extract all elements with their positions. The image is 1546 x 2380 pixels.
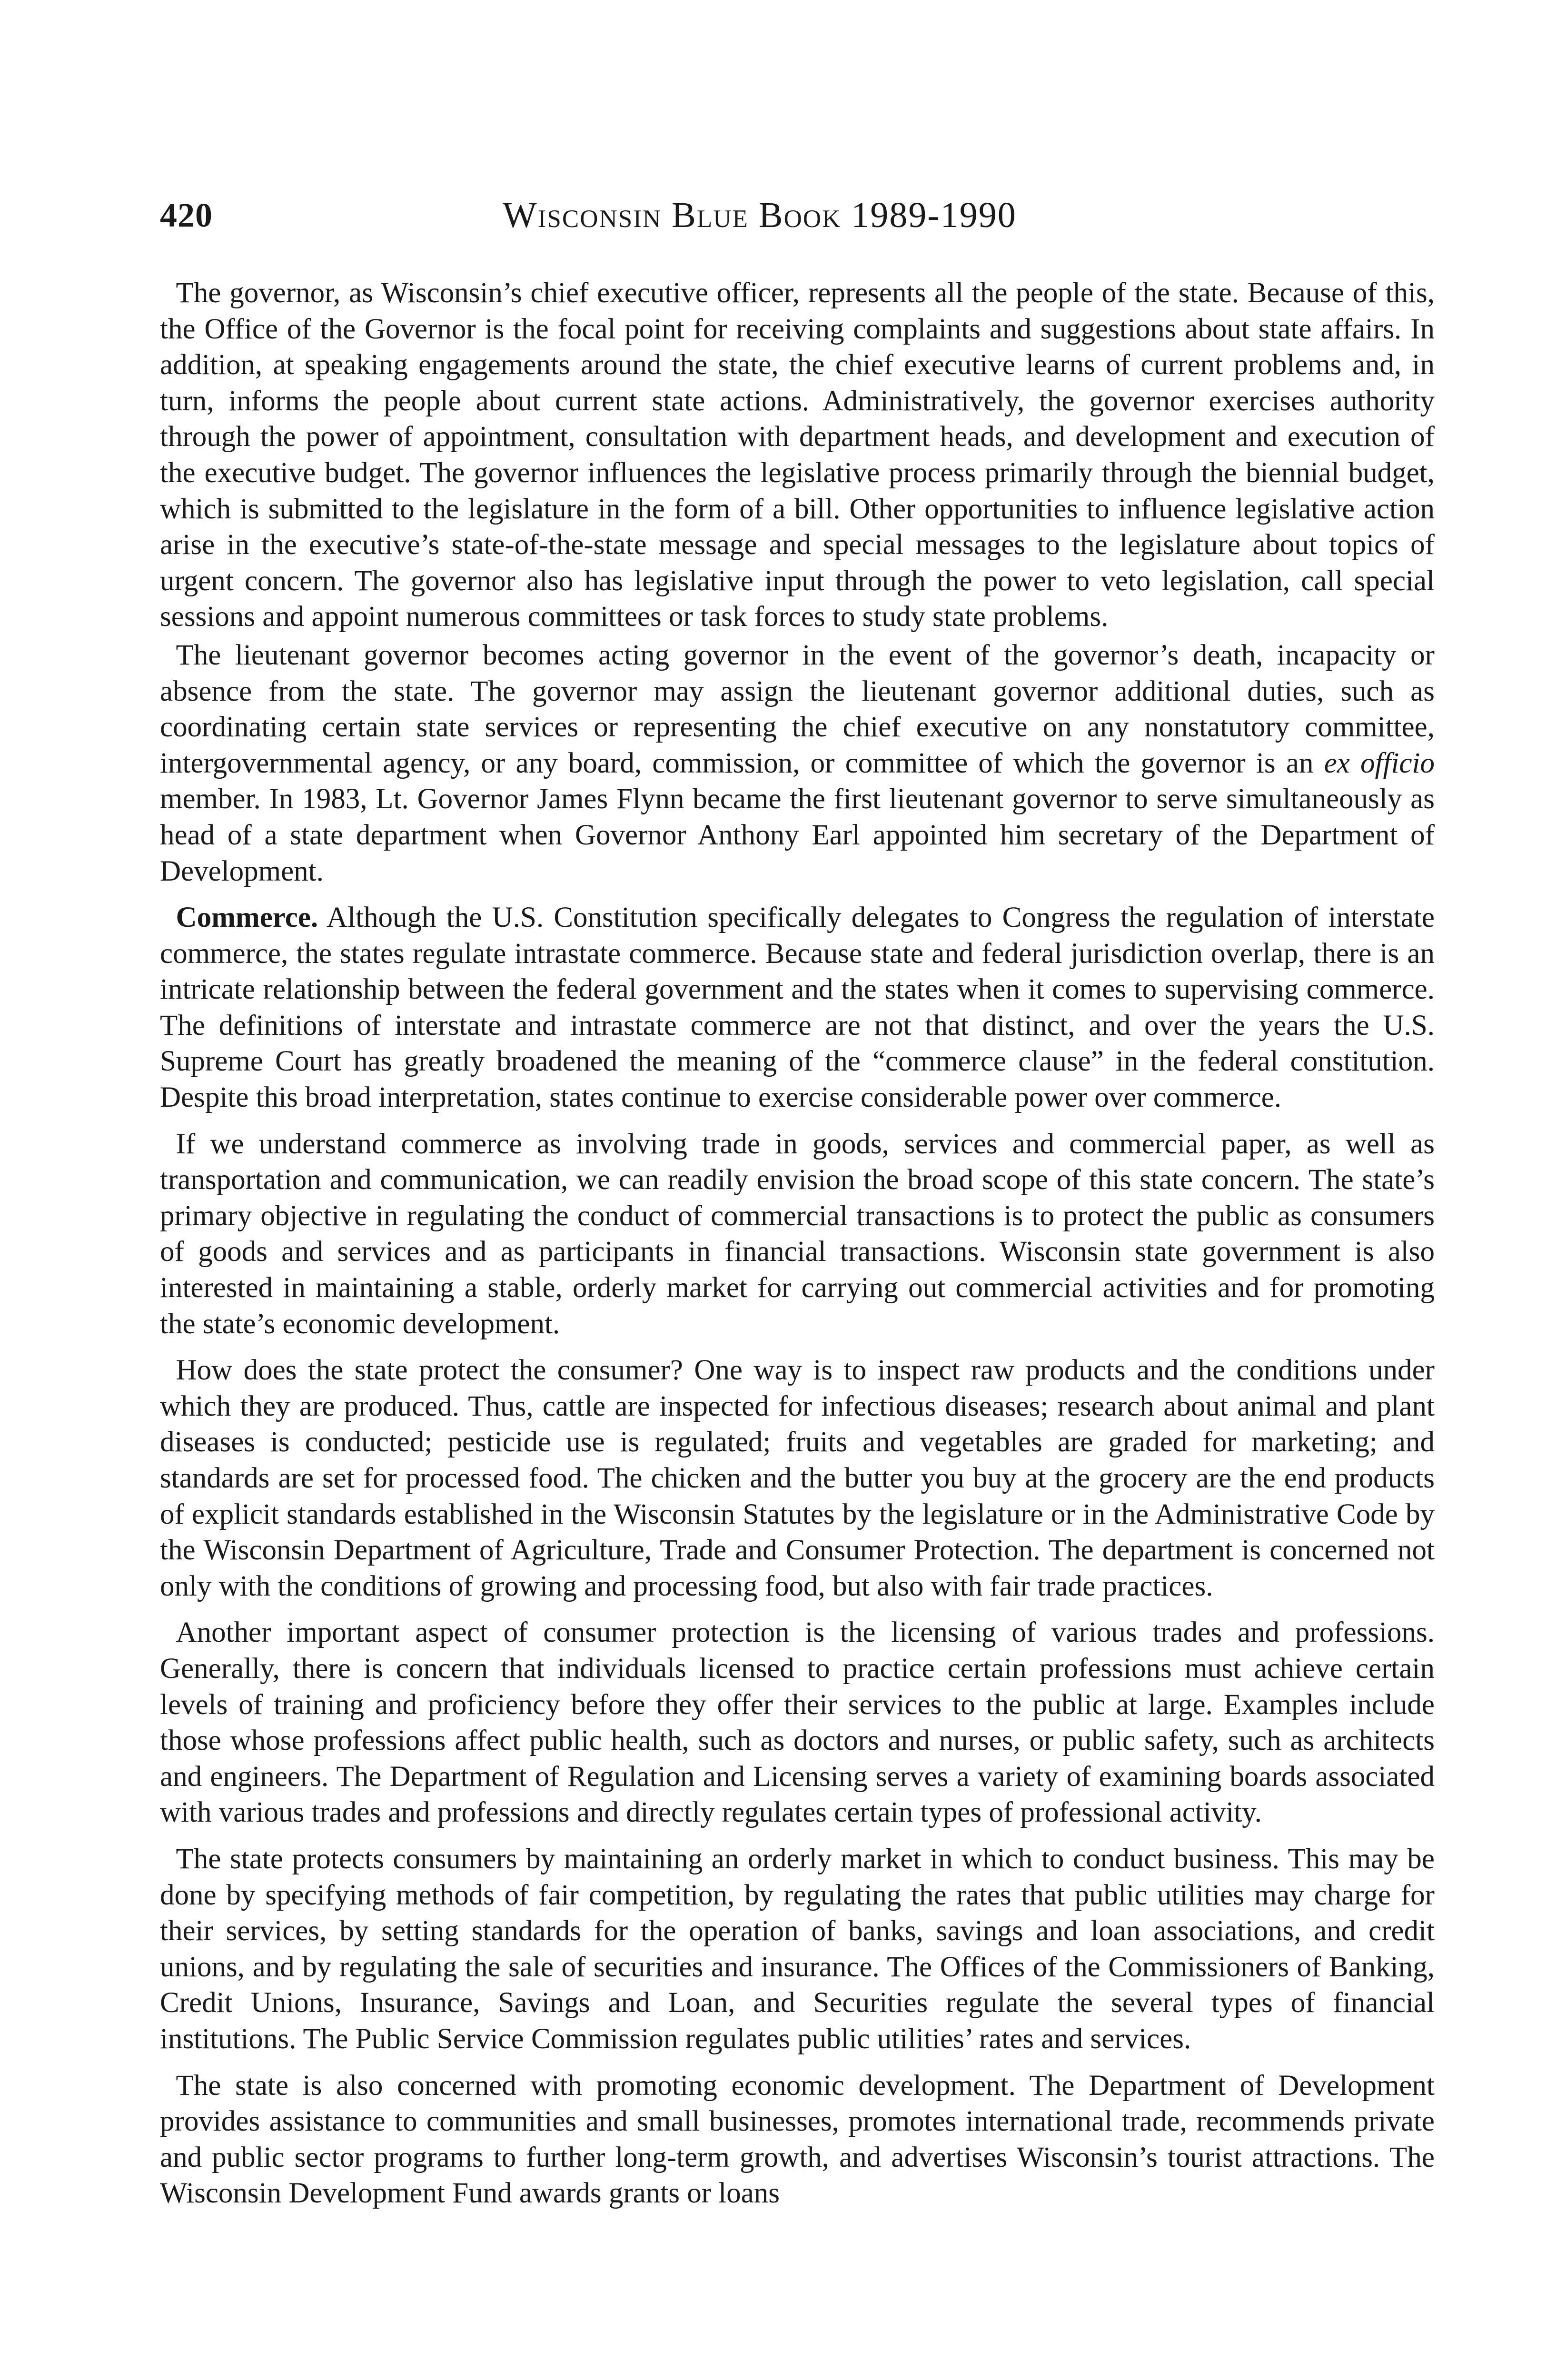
- paragraph-economic-development: The state is also concerned with promoting economic development. The Department of Development provides assistance to communities and small businesses, promotes international trade, recommends private and public sector programs to further long-term growth, and advertises Wisconsin’s tourist attractions. The Wisconsin Development Fund awards grants or loans: [160, 2069, 1435, 2210]
- paragraph-commerce: [160, 900, 1435, 1116]
- paragraph-text: The lieutenant governor becomes acting governor in the event of the governor’s death, incapacity or absence from the state. The governor may assign the lieutenant governor additional duties, such as coordinating certain state services or representing the chief executive on any nonstatutory committee, intergovernmental agency, or any board, commission, or committee of which the governor is an: [160, 639, 1435, 779]
- running-header: [160, 187, 1436, 244]
- body-text: [160, 275, 1435, 2222]
- paragraph-governor-role: The governor, as Wisconsin’s chief executive officer, represents all the people of the state. Because of this, the Office of the Governor is the focal point for receiving complaints and suggestions about state affairs. In addition, at speaking engagements around the state, the chief executive learns of current problems and, in turn, informs the people about current state actions. Administratively, the governor exercises authority through the power of appointment, consultation with department heads, and development and execution of the executive budget. The governor influences the legislative process primarily through the biennial budget, which is submitted to the legislature in the form of a bill. Other opportunities to influence legislative action arise in the executive’s state-of-the-state message and special messages to the legislature about topics of urgent concern. The governor also has legislative input through the power to veto legislation, call special sessions and appoint numerous committees or task forces to study state problems.: [160, 277, 1435, 633]
- running-title: Wisconsin Blue Book 1989-1990: [503, 195, 1017, 235]
- paragraph-text: member. In 1983, Lt. Governor James Flynn became the first lieutenant governor to serve simultaneously as head of a state department when Governor Anthony Earl appointed him secretary of the Department of Development.: [160, 783, 1435, 887]
- section-heading-commerce: Commerce.: [176, 902, 318, 934]
- paragraph-text: Although the U.S. Constitution specifically delegates to Congress the regulation of interstate commerce, the states regulate intrastate commerce. Because state and federal jurisdiction overlap, there is an intricate relationship between the federal government and the states when it comes to supervising commerce. The definitions of interstate and intrastate commerce are not that distinct, and over the years the U.S. Supreme Court has greatly broadened the meaning of the “commerce clause” in the federal constitution. Despite this broad interpretation, states continue to exercise considerable power over commerce.: [160, 902, 1435, 1114]
- paragraph-licensing: Another important aspect of consumer protection is the licensing of various trades and professions. Generally, there is concern that individuals licensed to practice certain professions must achieve certain levels of training and proficiency before they offer their services to the public at large. Examples include those whose professions affect public health, such as doctors and nurses, or public safety, such as architects and engineers. The Department of Regulation and Licensing serves a variety of examining boards associated with various trades and professions and directly regulates certain types of professional activity.: [160, 1616, 1435, 1829]
- page-number: 420: [160, 196, 213, 234]
- paragraph-lieutenant-governor: [160, 637, 1435, 889]
- paragraph-commerce-scope: If we understand commerce as involving trade in goods, services and commercial paper, as well as transportation and communication, we can readily envision the broad scope of this state concern. The state’s primary objective in regulating the conduct of commercial transactions is to protect the public as consumers of goods and services and as participants in financial transactions. Wisconsin state government is also interested in maintaining a stable, orderly market for carrying out commercial activities and for promoting the state’s economic development.: [160, 1128, 1435, 1340]
- emphasis-ex-officio: ex officio: [1324, 747, 1435, 779]
- paragraph-consumer-protection: How does the state protect the consumer? One way is to inspect raw products and the conditions under which they are produced. Thus, cattle are inspected for infectious diseases; research about animal and plant diseases is conducted; pesticide use is regulated; fruits and vegetables are graded for marketing; and standards are set for processed food. The chicken and the butter you buy at the grocery are the end products of explicit standards established in the Wisconsin Statutes by the legislature or in the Administrative Code by the Wisconsin Department of Agriculture, Trade and Consumer Protection. The department is concerned not only with the conditions of growing and processing food, but also with fair trade practices.: [160, 1354, 1435, 1602]
- paragraph-orderly-market: The state protects consumers by maintaining an orderly market in which to conduct business. This may be done by specifying methods of fair competition, by regulating the rates that public utilities may charge for their services, by setting standards for the operation of banks, savings and loan associations, and credit unions, and by regulating the sale of securities and insurance. The Offices of the Commissioners of Banking, Credit Unions, Insurance, Savings and Loan, and Securities regulate the several types of financial institutions. The Public Service Commission regulates public utilities’ rates and services.: [160, 1843, 1435, 2055]
